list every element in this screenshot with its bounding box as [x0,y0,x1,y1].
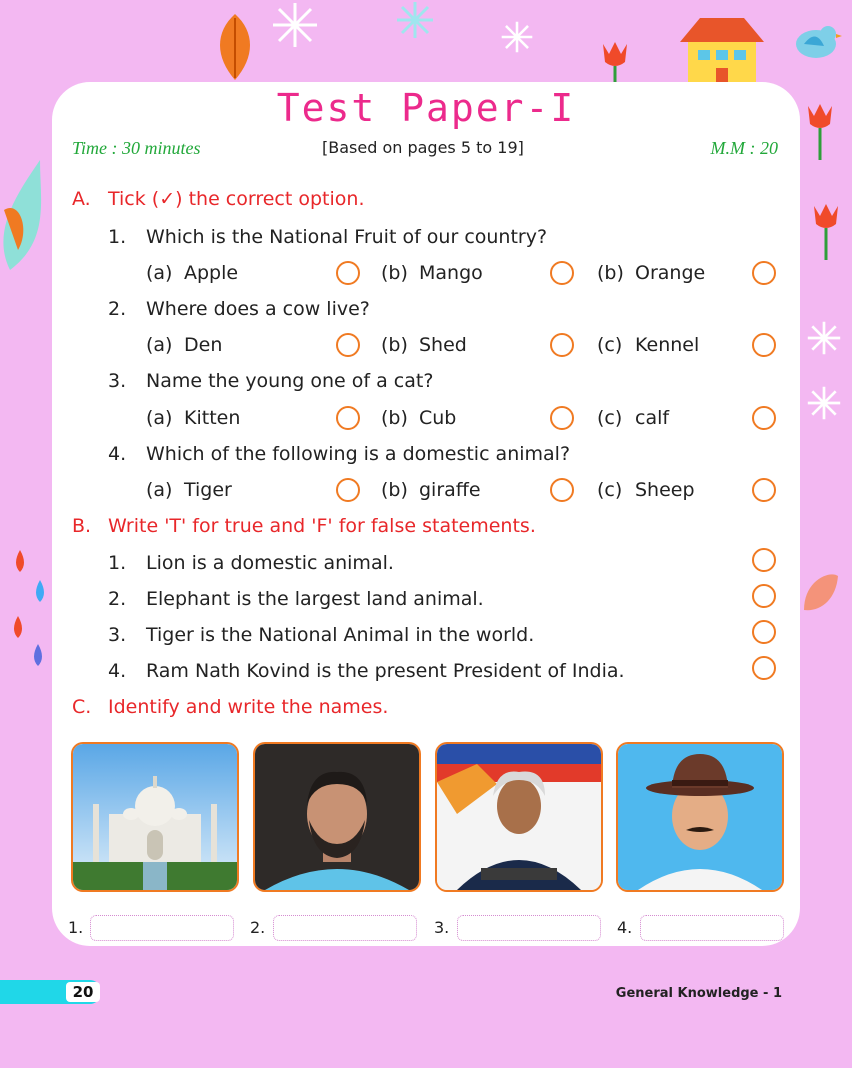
statement-2: 2. Elephant is the largest land animal. [108,588,484,610]
snowflake-icon [806,320,842,356]
based-on-label: [Based on pages 5 to 19] [322,138,524,157]
section-a-heading: A. Tick (✓) the correct option. [72,188,365,210]
answer-field-2[interactable] [273,915,417,941]
option-4c: (c) Sheep [597,479,695,501]
statement-3: 3. Tiger is the National Animal in the world. [108,624,535,646]
statement-1: 1. Lion is a domestic animal. [108,552,394,574]
leaf-decoration [800,570,840,614]
snowflake-icon [806,385,842,421]
man-in-suit-photo [435,742,603,892]
option-1b: (b) Mango [381,262,483,284]
answer-number-2: 2. [250,918,266,937]
house-icon [672,12,772,92]
option-2b: (b) Shed [381,334,467,356]
book-footer: General Knowledge - 1 [615,986,782,1001]
snowflake-icon [270,0,320,50]
snowflake-icon [395,0,435,40]
question-4: 4. Which of the following is a domestic animal? [108,443,571,465]
answer-circle-4c[interactable] [752,478,776,502]
option-2a: (a) Den [146,334,223,356]
time-label: Time : 30 minutes [72,138,201,158]
tf-answer-circle-1[interactable] [752,548,776,572]
question-3: 3. Name the young one of a cat? [108,370,434,392]
bearded-man-photo [253,742,421,892]
answer-field-3[interactable] [457,915,601,941]
question-1: 1. Which is the National Fruit of our country? [108,226,548,248]
page-title: Test Paper-I [276,86,576,130]
tulip-icon [595,38,635,88]
answer-circle-2b[interactable] [550,333,574,357]
option-1c: (b) Orange [597,262,706,284]
answer-circle-2c[interactable] [752,333,776,357]
bird-icon [790,18,842,66]
answer-circle-4b[interactable] [550,478,574,502]
option-4a: (a) Tiger [146,479,232,501]
option-3a: (a) Kitten [146,407,241,429]
max-marks-label: M.M : 20 [710,138,778,158]
tf-answer-circle-2[interactable] [752,584,776,608]
man-in-hat-portrait [616,742,784,892]
option-4b: (b) giraffe [381,479,481,501]
snowflake-icon [500,20,534,54]
answer-number-3: 3. [434,918,450,937]
section-b-heading: B. Write 'T' for true and 'F' for false statements. [72,515,536,537]
statement-4: 4. Ram Nath Kovind is the present President of India. [108,660,625,682]
tf-answer-circle-4[interactable] [752,656,776,680]
tulip-icon [806,200,846,260]
answer-field-4[interactable] [640,915,784,941]
option-1a: (a) Apple [146,262,239,284]
answer-circle-1b[interactable] [550,261,574,285]
option-3c: (c) calf [597,407,670,429]
answer-circle-3b[interactable] [550,406,574,430]
answer-circle-1c[interactable] [752,261,776,285]
answer-circle-3c[interactable] [752,406,776,430]
tf-answer-circle-3[interactable] [752,620,776,644]
answer-number-1: 1. [68,918,84,937]
option-2c: (c) Kennel [597,334,700,356]
page-number: 20 [66,982,100,1002]
answer-number-4: 4. [617,918,633,937]
monument-photo [71,742,239,892]
leaf-decoration [210,12,260,82]
answer-circle-2a[interactable] [336,333,360,357]
petal-decoration [10,540,52,670]
leafy-plant-decoration [0,150,58,280]
option-3b: (b) Cub [381,407,457,429]
section-c-heading: C. Identify and write the names. [72,696,389,718]
answer-field-1[interactable] [90,915,234,941]
answer-circle-1a[interactable] [336,261,360,285]
answer-circle-3a[interactable] [336,406,360,430]
question-2: 2. Where does a cow live? [108,298,370,320]
answer-circle-4a[interactable] [336,478,360,502]
